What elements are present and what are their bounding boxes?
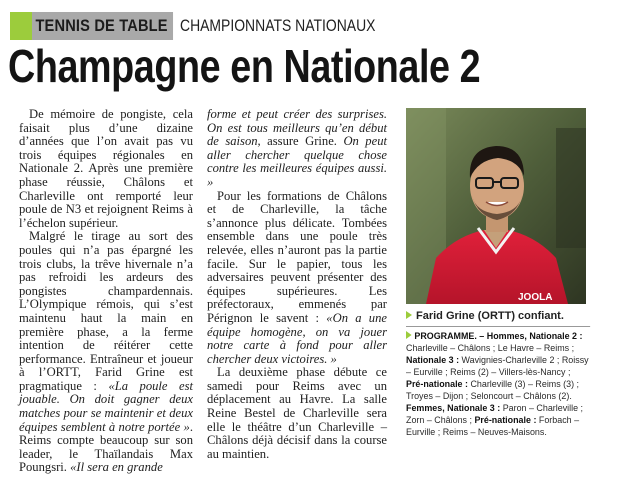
paragraph-text: . Reims compte beaucoup sur son leader, le Thaïlandais Max Poungsri. — [19, 419, 193, 475]
programme-heading: Femmes, Nationale 3 : — [406, 403, 501, 414]
quote: «On a une équipe homogène, on va jouer notre carte à fond pour aller chercher deux victoires. » — [207, 310, 387, 366]
paragraph — [207, 190, 387, 367]
paragraph — [207, 108, 387, 190]
photo-caption — [406, 310, 596, 322]
programme-text: Paron – Charleville ; Zorn – Châlons ; — [406, 403, 584, 426]
headline: Champagne en Nationale 2 — [8, 40, 481, 92]
programme-text: Charleville (3) – Reims (3) ; Troyes – Dijon ; Seloncourt – Châlons (2). — [406, 379, 580, 402]
paragraph-text: assure Grine. — [260, 134, 344, 149]
article-column-2 — [207, 108, 387, 461]
shirt-logo: JOOLA — [518, 292, 553, 303]
paragraph-text: Malgré le tirage au sort des poules qui n’a pas épargné les trois clubs, la trêve hivernale n’a pas refroidi les ardeurs des pongistes champardennais. L’Olympique rémois, qui s’est maintenu haut la main en première phase, a la ferme intention de réitérer cette performance. Entraîneur et joueur à l’ORTT, Farid Grine est pragmatique : — [19, 229, 193, 393]
paragraph-text: Pour les formations de Châlons et de Charleville, la tâche s’annonce plus délicate. Tombées ensemble dans une poule très relevée, elles n’auront pas la partie facile. Sur le papier, tous les adversaires peuvent présenter des équipes supérieures. Les préfectoraux, emmenés par Pérignon le savent : — [207, 188, 387, 325]
programme-arrow-icon — [406, 331, 412, 339]
player-illustration — [406, 108, 586, 304]
kicker-topic: CHAMPIONNATS NATIONAUX — [179, 16, 376, 35]
player-photo — [406, 108, 586, 304]
quote: On peut aller chercher quelque chose contre les meilleures équipes aussi. » — [207, 134, 387, 189]
quote: «La poule est jouable. On doit gagner deux matches pour se maintenir et deux équipes semblent à notre portée » — [19, 378, 193, 434]
programme-heading: Pré-nationale : — [474, 415, 537, 426]
programme-heading: Nationale 3 : — [406, 355, 460, 366]
quote: forme et peut créer des surprises. On est tous meilleurs qu’en début de saison, — [207, 107, 387, 149]
programme-text: Forbach – Eurville ; Reims – Neuves-Maisons. — [406, 415, 580, 438]
caption-arrow-icon — [406, 311, 412, 319]
paragraph: La deuxième phase débute ce samedi pour Reims avec un déplacement au Havre. La salle Reine Bestel de Charleville sera elle le théâtre d’un Charleville – Châlons déjà décisif dans la course au maintien. — [207, 365, 387, 461]
quote: «Il sera en grande — [70, 460, 163, 475]
article-kicker — [10, 12, 418, 40]
programme-label: PROGRAMME. — [414, 331, 477, 342]
programme-heading: Pré-nationale : — [406, 379, 468, 390]
kicker-section: TENNIS DE TABLE — [32, 12, 173, 40]
paragraph: De mémoire de pongiste, cela faisait plus d’une dizaine d’années que l’on avait pas vu trois équipes régionales en Nationale 2. Après une première phase réussie, Châlons et Charleville ont remporté leur poule de N3 et rejoignent Reims à l’échelon supérieur. — [19, 107, 193, 230]
programme-box — [406, 326, 590, 439]
programme-text: Wavignies-Charleville 2 ; Roissy – Eurville ; Reims (2) – Villers-lès-Nancy ; — [406, 355, 589, 378]
programme-text: Charleville – Châlons ; Le Havre – Reims ; — [406, 343, 575, 354]
kicker-accent-bar — [10, 12, 32, 40]
paragraph — [19, 230, 193, 475]
article-column-1 — [19, 108, 193, 475]
caption-text: Farid Grine (ORTT) confiant. — [416, 310, 564, 322]
programme-heading: – Hommes, Nationale 2 : — [476, 331, 583, 342]
